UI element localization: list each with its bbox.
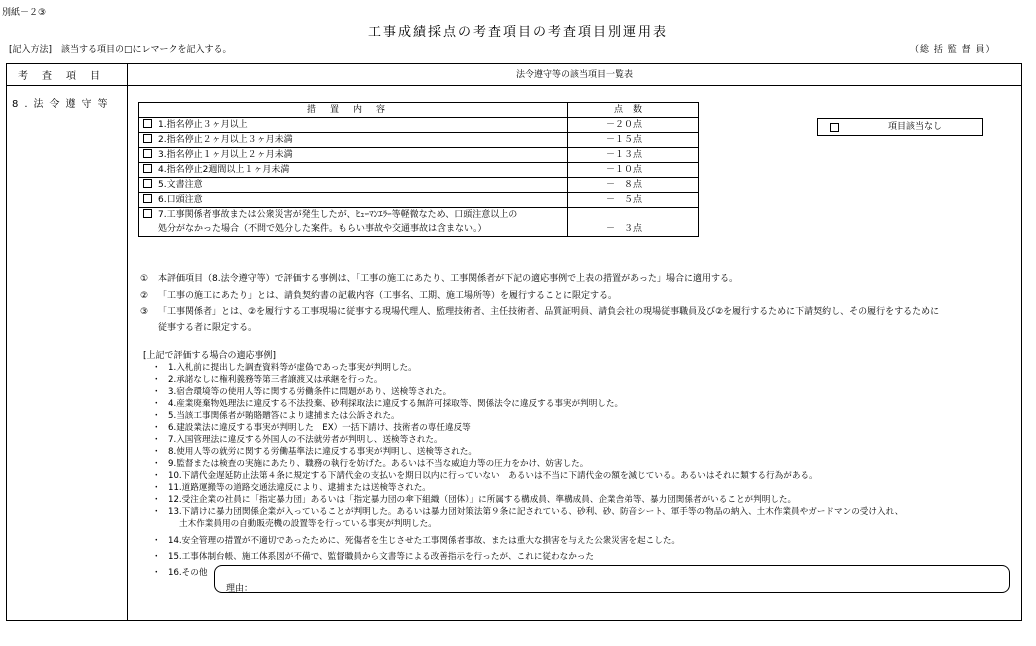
measure-points: － ８点 (568, 178, 699, 193)
case-item: ・ 1.入札前に提出した調査資料等が虚偽であった事実が判明した。 (152, 363, 417, 373)
note-text: 「工事関係者」とは、②を履行する工事現場に従事する現場代理人、監理技術者、主任技術者、品質証明員、請負会社の現場従事職員及び②を履行するために下請契約し、その履行をするために (158, 307, 940, 317)
case-item: ・ 15.工事体制台帳、施工体系図が不備で、監督職員から文書等による改善指示を行ったが、これに従わなかった (152, 552, 594, 562)
measure-points: － ５点 (568, 193, 699, 208)
cases-heading: [上記で評価する場合の適応事例] (143, 351, 277, 361)
column-header-list: 法令遵守等の該当項目一覧表 (515, 70, 633, 80)
case-item: ・ 6.建設業法に違反する事実が判明した EX）一括下請け、技術者の専任違反等 (152, 423, 471, 433)
note-text: 本評価項目（8.法令遵守等）で評価する事例は、「工事の施工にあたり、工事関係者が下記の適応事例で上表の措置があった」場合に適用する。 (158, 274, 739, 284)
checkbox[interactable] (143, 119, 152, 128)
measure-row[interactable] (139, 193, 699, 208)
reason-label: 理由： (226, 584, 254, 594)
case-item: ・ 4.産業廃棄物処理法に違反する不法投棄、砂利採取法に違反する無許可採取等、関係法令に違反する事実が判明した。 (152, 399, 624, 409)
measures-header-row (139, 103, 699, 118)
measure-row[interactable] (139, 178, 699, 193)
case-item: ・ 11.道路運搬等の道路交通法違反により、逮捕または送検等された。 (152, 483, 431, 493)
checkbox[interactable] (143, 134, 152, 143)
role-label: （総 括 監 督 員） (910, 45, 996, 55)
note-item (140, 288, 617, 301)
case-item: ・ 14.安全管理の措置が不適切であったために、死傷者を生じさせた工事関係者事故、または重大な損害を与えた公衆災害を起こした。 (152, 536, 681, 546)
not-applicable-option[interactable] (817, 118, 983, 136)
case-item: ・ 2.承諾なしに権利義務等第三者譲渡又は承継を行った。 (152, 375, 383, 385)
category-label: 8.法令遵守等 (12, 99, 114, 110)
note-text: 従事する者に限定する。 (158, 323, 258, 333)
measure-points: －１０点 (568, 163, 699, 178)
measure-points: －１５点 (568, 133, 699, 148)
measure-label: 4.指名停止2週間以上１ヶ月未満 (158, 165, 290, 175)
measure-label: 6.口頭注意 (158, 195, 203, 205)
checkbox[interactable] (143, 149, 152, 158)
sheet-id: 別紙－２③ (2, 8, 47, 18)
checkbox[interactable] (143, 179, 152, 188)
header-divider (7, 85, 1021, 86)
case-item: ・ 9.監督または検査の実施にあたり、職務の執行を妨げた。あるいは不当な威迫力等の圧力をかけ、妨害した。 (152, 459, 589, 469)
reason-field[interactable] (214, 565, 1010, 593)
checkbox[interactable] (830, 123, 839, 132)
note-mark: ② (140, 291, 149, 301)
note-item-continued (140, 320, 257, 333)
measure-column-header: 措置内容 (139, 103, 568, 118)
case-item: ・ 5.当該工事関係者が賄賂贈答により逮捕または公訴された。 (152, 411, 400, 421)
case-item: ・ 16.その他 (152, 568, 208, 578)
measure-row[interactable] (139, 133, 699, 148)
measure-label: 3.指名停止１ヶ月以上２ヶ月未満 (158, 150, 293, 160)
measure-row[interactable] (139, 163, 699, 178)
case-item: ・ 3.宿舎環境等の使用人等に関する労働条件に問題があり、送検等された。 (152, 387, 452, 397)
column-header-item: 考査項目 (18, 71, 114, 82)
measure-points: －１３点 (568, 148, 699, 163)
measure-label: 5.文書注意 (158, 180, 203, 190)
case-item-continued: 土木作業員用の自動販売機の設置等を行っている事実が判明した。 (179, 519, 437, 529)
points-column-header: 点数 (568, 103, 699, 118)
case-item: ・ 12.受注企業の社員に「指定暴力団」あるいは「指定暴力団の傘下組織（団体）」に所属する構成員、準構成員、企業舎弟等、暴力団関係者がいることが判明した。 (152, 495, 797, 505)
case-item: ・ 7.入国管理法に違反する外国人の不法就労者が判明し、送検等された。 (152, 435, 443, 445)
measure-points: －２０点 (568, 118, 699, 133)
note-mark: ① (140, 274, 149, 284)
note-mark: ③ (140, 307, 149, 317)
page-title: 工事成績採点の考査項目の考査項目別運用表 (367, 25, 668, 40)
checkbox[interactable] (143, 209, 152, 218)
not-applicable-label: 項目該当なし (888, 122, 943, 132)
measure-label: 1.指名停止３ヶ月以上 (158, 120, 248, 130)
note-text: 「工事の施工にあたり」とは、請負契約書の記載内容（工事名、工期、施工場所等）を履行することに限定する。 (158, 291, 618, 301)
measure-row[interactable] (139, 208, 699, 237)
measure-row[interactable] (139, 118, 699, 133)
measures-table (138, 102, 699, 237)
case-item: ・ 13.下請けに暴力団関係企業が入っていることが判明した。あるいは暴力団対策法第９条に記されている、砂利、砂、防音シート、軍手等の物品の納入、土木作業員やガードマンの受け入れ、 (152, 507, 904, 517)
measure-label: 7.工事関係者事故または公衆災害が発生したが、ﾋｭｰﾏﾝｴﾗｰ等軽微なため、口頭注意以上の (158, 210, 518, 220)
column-divider (127, 64, 128, 620)
measure-row[interactable] (139, 148, 699, 163)
checkbox[interactable] (143, 194, 152, 203)
measure-label: 2.指名停止２ヶ月以上３ヶ月未満 (158, 135, 293, 145)
measure-label-continued: 処分がなかった場合（不問で処分した案件。もらい事故や交通事故は含まない。） (158, 224, 487, 234)
entry-method: [記入方法] 該当する項目の□にレマークを記入する。 (9, 45, 232, 55)
note-item (140, 271, 738, 284)
note-item (140, 304, 939, 317)
case-item: ・ 10.下請代金遅延防止法第４条に規定する下請代金の支払いを期日以内に行っていない あるいは不当に下請代金の額を減じている。あるいはそれに類する行為がある。 (152, 471, 818, 481)
checkbox[interactable] (143, 164, 152, 173)
case-item: ・ 8.使用人等の就労に関する労働基準法に違反する事実が判明し、送検等された。 (152, 447, 477, 457)
measure-points: － ３点 (568, 208, 699, 237)
